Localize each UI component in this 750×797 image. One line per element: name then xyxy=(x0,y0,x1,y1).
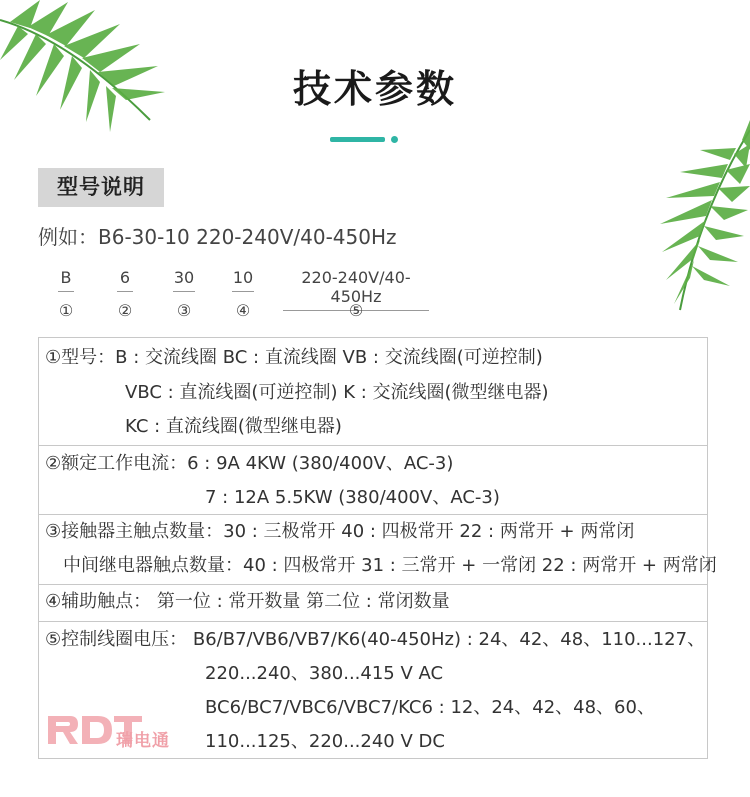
code-part-frame: 6 xyxy=(117,268,133,292)
section-label: 型号说明 xyxy=(38,168,164,207)
title-dot xyxy=(391,136,398,143)
code-part-series: B xyxy=(58,268,74,292)
code-part-main-contacts: 30 xyxy=(173,268,195,292)
spec-table xyxy=(38,337,717,759)
title-underline xyxy=(330,137,385,142)
spec-line: BC6/BC7/VBC6/VBC7/KC6 : 12、24、42、48、60、 xyxy=(205,697,655,718)
code-part-coil-voltage: 220-240V/40-450Hz xyxy=(283,268,429,311)
spec-line: ③接触器主触点数量：30 : 三极常开 40 : 四极常开 22 : 两常开 + 两常闭 xyxy=(45,521,635,542)
page-title: 技术参数 xyxy=(292,67,457,111)
spec-line: KC : 直流线圈(微型继电器) xyxy=(125,416,342,437)
spec-section-model xyxy=(39,338,707,446)
spec-line: ④辅助触点： 第一位 : 常开数量 第二位 : 常闭数量 xyxy=(45,591,450,612)
spec-line: 220...240、380...415 V AC xyxy=(205,663,444,684)
spec-section-current xyxy=(39,446,707,515)
spec-section-contacts xyxy=(39,515,717,585)
code-num-5: ⑤ xyxy=(348,301,364,320)
code-num-2: ② xyxy=(117,301,133,320)
spec-line: ②额定工作电流：6 : 9A 4KW (380/400V、AC-3) xyxy=(45,453,454,474)
spec-line: 7 : 12A 5.5KW (380/400V、AC-3) xyxy=(205,487,500,508)
brand-logo-text: 瑞电通 xyxy=(116,731,170,751)
spec-line: 110...125、220...240 V DC xyxy=(205,731,445,752)
code-part-aux-contacts: 10 xyxy=(232,268,254,292)
spec-line: VBC : 直流线圈(可逆控制) K : 交流线圈(微型继电器) xyxy=(125,382,549,403)
model-example: 例如：B6-30-10 220-240V/40-450Hz xyxy=(38,225,397,249)
code-num-1: ① xyxy=(58,301,74,320)
code-num-4: ④ xyxy=(235,301,251,320)
spec-section-aux xyxy=(39,585,707,622)
palm-leaf-right-icon xyxy=(660,120,750,320)
spec-line: ⑤控制线圈电压： B6/B7/VB6/VB7/K6(40-450Hz) : 24、42、48、110...127、 xyxy=(45,629,706,650)
spec-line: ①型号：B : 交流线圈 BC : 直流线圈 VB : 交流线圈(可逆控制) xyxy=(45,347,543,368)
code-num-3: ③ xyxy=(176,301,192,320)
spec-line: 中间继电器触点数量：40 : 四极常开 31 : 三常开 + 一常闭 22 : 两常开 + 两常闭 xyxy=(63,555,717,576)
